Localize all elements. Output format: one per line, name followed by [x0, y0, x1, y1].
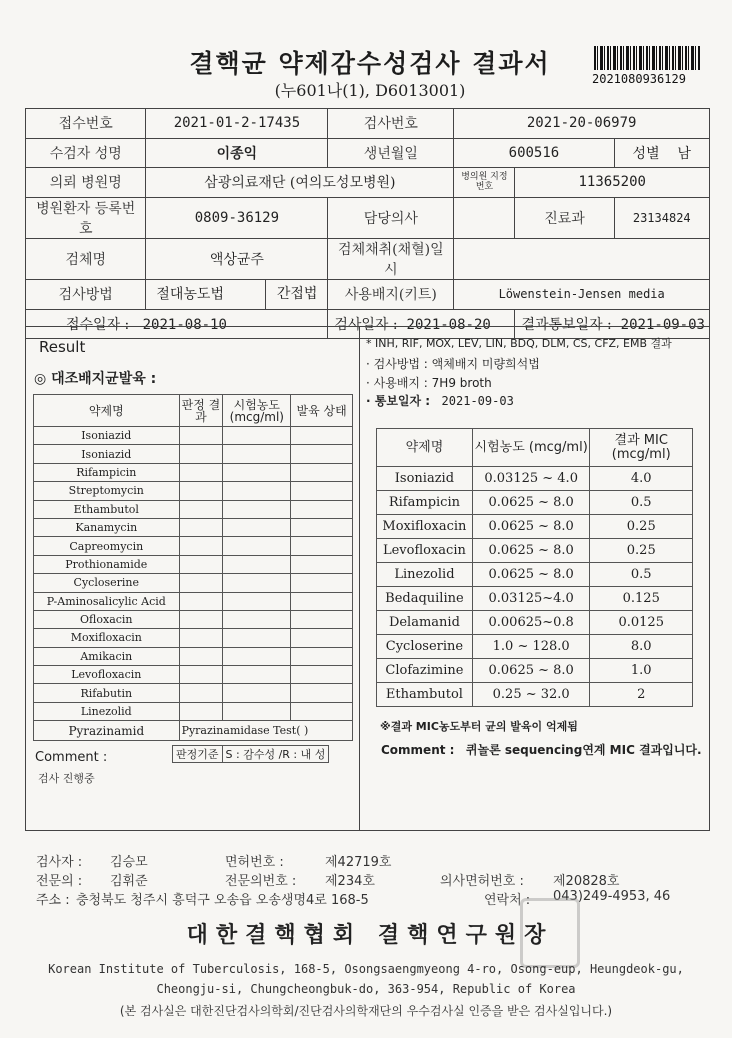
criteria-label: 판정기준 — [172, 745, 223, 763]
growth-cell — [291, 647, 353, 665]
receipt-no: 2021-01-2-17435 — [146, 109, 328, 139]
receipt-date: 2021-08-10 — [142, 316, 227, 333]
dob-label: 생년월일 — [328, 138, 454, 168]
concentration-cell — [223, 537, 291, 555]
drug-name: Isoniazid — [34, 427, 180, 445]
examiner-label: 검사자 : — [36, 855, 83, 870]
specialist-license-label: 전문의번호 : — [225, 874, 297, 889]
organization-name: 대한결핵협회 결핵연구원장 — [186, 923, 554, 948]
license-label: 면허번호 : — [225, 855, 284, 870]
concentration-cell — [223, 666, 291, 684]
drug-name: Levofloxacin — [34, 666, 180, 684]
contact: 043)249-4953, 46 — [553, 889, 671, 904]
criteria-text: S : 감수성 /R : 내 성 — [223, 745, 330, 763]
control-growth-heading: ◎ 대조배지균발육 : — [34, 371, 157, 387]
sex-label: 성별 — [632, 145, 660, 162]
table-row — [377, 611, 693, 635]
mic-result: 0.5 — [590, 563, 693, 587]
specialist: 김휘준 — [110, 874, 148, 889]
mic-drug-name: Rifampicin — [377, 491, 473, 515]
judgement-cell — [179, 629, 223, 647]
address: 충청북도 청주시 흥덕구 오송읍 오송생명4로 168-5 — [76, 893, 369, 908]
concentration-cell — [223, 592, 291, 610]
doctor-license: 제20828호 — [553, 874, 620, 889]
mic-result: 4.0 — [590, 467, 693, 491]
test-no: 2021-20-06979 — [454, 109, 710, 139]
judgement-cell — [179, 463, 223, 481]
table-row — [34, 666, 353, 684]
drug-name: Rifampicin — [34, 463, 180, 481]
table-row — [377, 683, 693, 707]
judgement-cell — [179, 647, 223, 665]
drug-name: Amikacin — [34, 647, 180, 665]
growth-cell — [291, 518, 353, 536]
judgement-cell — [179, 610, 223, 628]
mic-result: 0.125 — [590, 587, 693, 611]
table-row — [34, 574, 353, 592]
growth-cell — [291, 482, 353, 500]
patient-name: 이종익 — [146, 138, 328, 168]
judgement-cell — [179, 555, 223, 573]
specialist-license: 제234호 — [325, 874, 375, 889]
table-row — [34, 702, 353, 720]
growth-cell — [291, 463, 353, 481]
doctor-license-label: 의사면허번호 : — [440, 874, 524, 889]
table-row — [34, 610, 353, 628]
method: 절대농도법 — [156, 286, 224, 302]
table-row — [377, 587, 693, 611]
judgement-cell — [179, 592, 223, 610]
mic-col-result: 결과 MIC (mcg/ml) — [590, 429, 693, 467]
medium: Löwenstein-Jensen media — [454, 279, 710, 309]
patient-label: 수검자 성명 — [26, 138, 146, 168]
table-row — [377, 539, 693, 563]
hospital: 삼광의료재단 (여의도성모병원) — [146, 168, 454, 198]
growth-cell — [291, 629, 353, 647]
method-cell — [146, 279, 328, 309]
mic-col-range: 시험농도 (mcg/ml) — [472, 429, 590, 467]
table-row — [34, 647, 353, 665]
drug-name: Rifabutin — [34, 684, 180, 702]
mic-result: 0.25 — [590, 539, 693, 563]
table-row — [34, 500, 353, 518]
mic-drug-name: Moxifloxacin — [377, 515, 473, 539]
concentration-cell — [223, 500, 291, 518]
growth-cell — [291, 574, 353, 592]
growth-cell — [291, 445, 353, 463]
dept: 23134824 — [614, 197, 709, 238]
sex: 남 — [677, 145, 691, 162]
concentration-cell — [223, 702, 291, 720]
table-row — [34, 482, 353, 500]
judgement-cell — [179, 702, 223, 720]
hospital-label: 의뢰 병원명 — [26, 168, 146, 198]
report-title: 결핵균 약제감수성검사 결과서 — [189, 49, 551, 78]
growth-cell — [291, 500, 353, 518]
table-row — [377, 515, 693, 539]
drug-name: Capreomycin — [34, 537, 180, 555]
judgement-cell — [179, 537, 223, 555]
address-label: 주소 : — [36, 893, 70, 908]
pza-test: Pyrazinamidase Test( ) — [179, 721, 352, 741]
hospital-patient-no: 0809-36129 — [146, 197, 328, 238]
receipt-no-label: 접수번호 — [26, 109, 146, 139]
table-row — [377, 467, 693, 491]
test-date: 2021-08-20 — [406, 316, 491, 333]
growth-cell — [291, 702, 353, 720]
concentration-cell — [223, 610, 291, 628]
drug-name: Cycloserine — [34, 574, 180, 592]
criteria-legend — [172, 745, 352, 763]
address-en-2: Cheongju-si, Chungcheongbuk-do, 363-954, Republic of Korea — [156, 982, 576, 996]
table-row — [34, 537, 353, 555]
concentration-cell — [223, 555, 291, 573]
table-row — [34, 518, 353, 536]
mic-range: 0.03125~4.0 — [472, 587, 590, 611]
mic-range: 0.0625 ~ 8.0 — [472, 659, 590, 683]
mic-note: ※결과 MIC농도부터 균의 발육이 억제됨 — [380, 720, 578, 733]
specialist-label: 전문의 : — [36, 874, 83, 889]
table-row — [34, 684, 353, 702]
address-en-1: Korean Institute of Tuberculosis, 168-5, Osongsaengmyeong 4-ro, Osong-eup, Heungdeok-gu, — [48, 962, 684, 976]
table-row — [34, 629, 353, 647]
notify-date-label: 결과통보일자 : — [521, 316, 612, 333]
growth-cell — [291, 684, 353, 702]
sex-cell — [614, 138, 709, 168]
concentration-cell — [223, 518, 291, 536]
notify-note-label: · 통보일자 : — [366, 394, 431, 408]
drug-name: Streptomycin — [34, 482, 180, 500]
method-label: 검사방법 — [26, 279, 146, 309]
mic-drug-name: Isoniazid — [377, 467, 473, 491]
concentration-cell — [223, 445, 291, 463]
growth-cell — [291, 592, 353, 610]
table-row — [377, 659, 693, 683]
col-growth: 발육 상태 — [291, 395, 353, 427]
absolute-conc-table — [33, 394, 353, 741]
mic-range: 0.0625 ~ 8.0 — [472, 563, 590, 587]
drug-name: Kanamycin — [34, 518, 180, 536]
license: 제42719호 — [325, 855, 392, 870]
drug-list-note: * INH, RIF, MOX, LEV, LIN, BDQ, DLM, CS, CFZ, EMB 결과 — [366, 337, 672, 350]
table-row — [377, 491, 693, 515]
drug-name: P-Aminosalicylic Acid — [34, 592, 180, 610]
doctor-label: 담당의사 — [328, 197, 454, 238]
growth-cell — [291, 555, 353, 573]
table-row — [34, 445, 353, 463]
mic-result: 0.0125 — [590, 611, 693, 635]
mic-range: 0.03125 ~ 4.0 — [472, 467, 590, 491]
drug-name: Ethambutol — [34, 500, 180, 518]
mic-range: 1.0 ~ 128.0 — [472, 635, 590, 659]
dob: 600516 — [454, 138, 614, 168]
mic-range: 0.0625 ~ 8.0 — [472, 515, 590, 539]
certification-note: (본 검사실은 대한진단검사의학회/진단검사의학재단의 우수검사실 인증을 받은 검사실입니다.) — [119, 1004, 613, 1018]
concentration-cell — [223, 629, 291, 647]
method-note: · 검사방법 : 액체배지 미량희석법 — [366, 357, 540, 371]
judgement-cell — [179, 684, 223, 702]
mic-range: 0.0625 ~ 8.0 — [472, 539, 590, 563]
table-row — [34, 463, 353, 481]
drug-name: Isoniazid — [34, 445, 180, 463]
judgement-cell — [179, 427, 223, 445]
method2: 간접법 — [276, 286, 318, 302]
notify-note — [366, 392, 514, 409]
mic-drug-name: Ethambutol — [377, 683, 473, 707]
left-comment-label: Comment : — [35, 750, 108, 765]
table-row — [34, 555, 353, 573]
growth-cell — [291, 666, 353, 684]
result-divider — [359, 326, 360, 831]
notify-date: 2021-09-03 — [620, 316, 705, 333]
dept-label: 진료과 — [515, 197, 614, 238]
col-judgement: 판정 결과 — [179, 395, 223, 427]
medium-note: · 사용배지 : 7H9 broth — [366, 376, 492, 390]
mic-result: 2 — [590, 683, 693, 707]
mic-drug-name: Bedaquiline — [377, 587, 473, 611]
doctor — [454, 197, 515, 238]
medium-label: 사용배지(키트) — [328, 279, 454, 309]
growth-cell — [291, 427, 353, 445]
result-title: Result — [39, 338, 86, 356]
mic-result: 1.0 — [590, 659, 693, 683]
left-comment-text: 검사 진행중 — [38, 772, 95, 785]
table-row — [377, 635, 693, 659]
pza-name: Pyrazinamid — [34, 721, 180, 741]
judgement-cell — [179, 500, 223, 518]
right-comment-label: Comment : — [381, 743, 455, 757]
specimen-label: 검체명 — [26, 238, 146, 279]
barcode-number: 2021080936129 — [592, 72, 686, 86]
judgement-cell — [179, 666, 223, 684]
report-subtitle: (누601나(1), D6013001) — [274, 81, 466, 100]
mic-drug-name: Delamanid — [377, 611, 473, 635]
mic-result: 0.5 — [590, 491, 693, 515]
col-drug: 약제명 — [34, 395, 180, 427]
judgement-cell — [179, 482, 223, 500]
collection-date-label: 검체채취(채혈)일시 — [328, 238, 454, 279]
col-conc: 시험농도 (mcg/ml) — [223, 395, 291, 427]
hospital-code: 11365200 — [515, 168, 710, 198]
hospital-patient-no-label: 병원환자 등록번호 — [26, 197, 146, 238]
receipt-date-label: 접수일자 : — [66, 316, 130, 333]
growth-cell — [291, 537, 353, 555]
examiner: 김승모 — [110, 855, 148, 870]
right-comment — [381, 741, 702, 758]
concentration-cell — [223, 427, 291, 445]
mic-result: 0.25 — [590, 515, 693, 539]
mic-col-drug: 약제명 — [377, 429, 473, 467]
concentration-cell — [223, 482, 291, 500]
test-no-label: 검사번호 — [328, 109, 454, 139]
mic-result: 8.0 — [590, 635, 693, 659]
table-row — [34, 427, 353, 445]
contact-label: 연락처 : — [484, 893, 531, 908]
concentration-cell — [223, 647, 291, 665]
judgement-cell — [179, 518, 223, 536]
table-row — [377, 563, 693, 587]
test-date-label: 검사일자 : — [334, 316, 398, 333]
collection-date — [454, 238, 710, 279]
mic-range: 0.00625~0.8 — [472, 611, 590, 635]
mic-drug-name: Cycloserine — [377, 635, 473, 659]
mic-range: 0.0625 ~ 8.0 — [472, 491, 590, 515]
concentration-cell — [223, 684, 291, 702]
drug-name: Linezolid — [34, 702, 180, 720]
drug-name: Ofloxacin — [34, 610, 180, 628]
mic-range: 0.25 ~ 32.0 — [472, 683, 590, 707]
table-row — [34, 592, 353, 610]
drug-name: Moxifloxacin — [34, 629, 180, 647]
mic-drug-name: Levofloxacin — [377, 539, 473, 563]
concentration-cell — [223, 574, 291, 592]
patient-info-table — [25, 108, 710, 339]
mic-drug-name: Clofazimine — [377, 659, 473, 683]
drug-name: Prothionamide — [34, 555, 180, 573]
right-comment-text: 퀴놀론 sequencing연계 MIC 결과입니다. — [465, 743, 702, 757]
judgement-cell — [179, 445, 223, 463]
mic-drug-name: Linezolid — [377, 563, 473, 587]
concentration-cell — [223, 463, 291, 481]
notify-note-date: 2021-09-03 — [441, 394, 514, 408]
barcode-icon — [594, 46, 700, 70]
hospital-code-label: 병의원 지정번호 — [454, 168, 515, 198]
mic-table — [376, 428, 693, 707]
growth-cell — [291, 610, 353, 628]
judgement-cell — [179, 574, 223, 592]
specimen: 액상균주 — [146, 238, 328, 279]
